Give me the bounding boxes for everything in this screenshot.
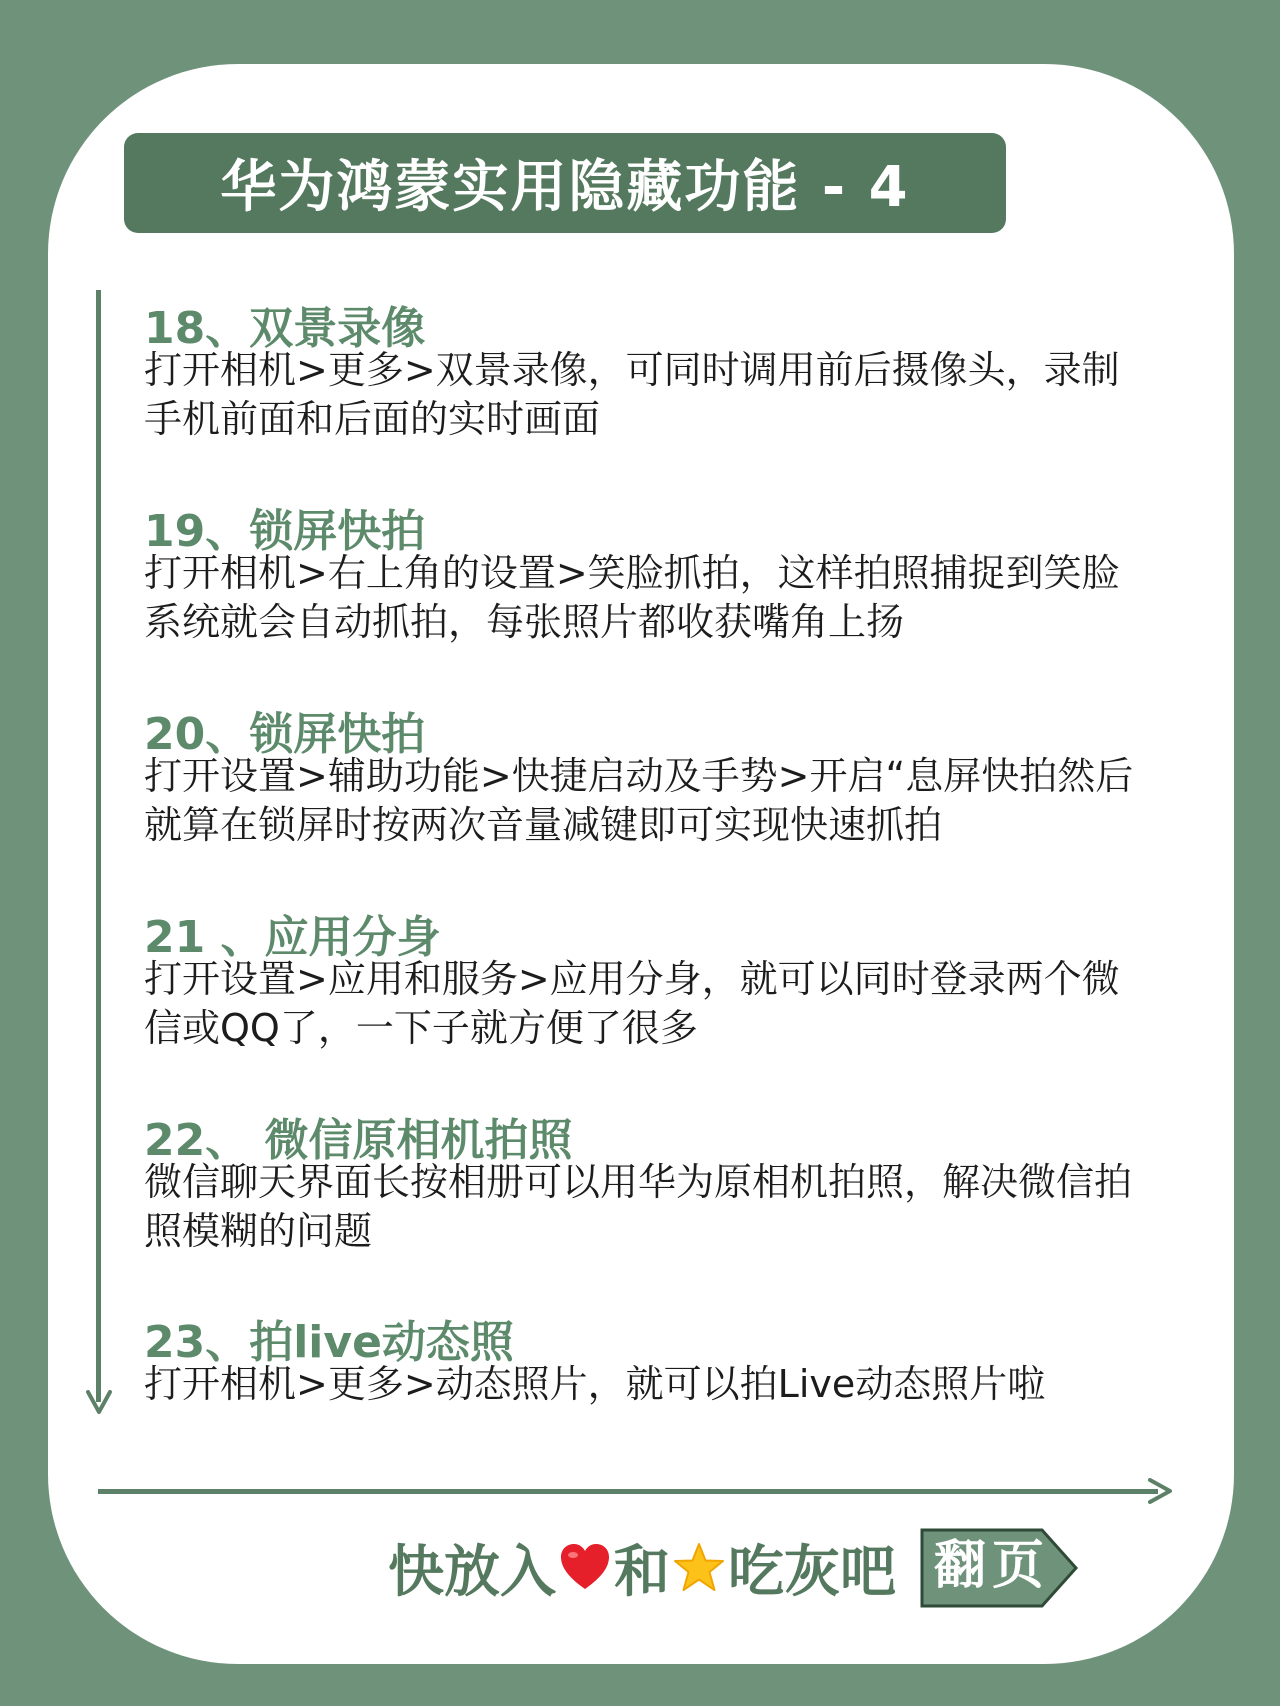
item-heading-22: 22、 微信原相机拍照 (144, 1115, 573, 1166)
item-desc-21: 打开设置>应用和服务>应用分身，就可以同时登录两个微信或QQ了，一下子就方便了很多 (144, 957, 1120, 1050)
timeline-vertical-line (96, 290, 101, 1402)
item-desc-22: 微信聊天界面长按相册可以用华为原相机拍照，解决微信拍照模糊的问题 (144, 1160, 1133, 1253)
item-desc-23: 打开相机>更多>动态照片，就可以拍Live动态照片啦 (144, 1362, 1046, 1406)
item-desc-20: 打开设置>辅助功能>快捷启动及手势>开启“息屏快拍然后就算在锁屏时按两次音量减键即可实现快速抓拍 (144, 754, 1134, 847)
title-bar (124, 133, 1006, 233)
item-desc-18: 打开相机>更多>双景录像，可同时调用前后摄像头，录制手机前面和后面的实时画面 (144, 348, 1120, 441)
next-page-button[interactable] (920, 1528, 1080, 1608)
timeline-horizontal-line (98, 1489, 1158, 1494)
page-title: 华为鸿蒙实用隐藏功能 - 4 (220, 155, 910, 220)
arrow-down-icon (86, 1388, 112, 1416)
item-heading-23: 23、拍live动态照 (144, 1317, 514, 1368)
cta-text-part2: 和 (614, 1540, 670, 1605)
star-icon (672, 1541, 726, 1595)
heart-icon (558, 1541, 612, 1595)
item-heading-20: 20、锁屏快拍 (144, 709, 426, 760)
item-heading-19: 19、锁屏快拍 (144, 506, 426, 557)
item-desc-19: 打开相机>右上角的设置>笑脸抓拍，这样拍照捕捉到笑脸系统就会自动抓拍，每张照片都收获嘴角上扬 (144, 551, 1120, 644)
footer-call-to-action (388, 1528, 896, 1608)
cta-text-part3: 吃灰吧 (728, 1540, 896, 1605)
next-page-label: 翻页 (934, 1536, 1051, 1596)
item-heading-21: 21 、应用分身 (144, 912, 441, 963)
arrow-right-icon (1146, 1478, 1174, 1504)
cta-text-part1: 快放入 (388, 1540, 556, 1605)
item-heading-18: 18、双景录像 (144, 303, 426, 354)
